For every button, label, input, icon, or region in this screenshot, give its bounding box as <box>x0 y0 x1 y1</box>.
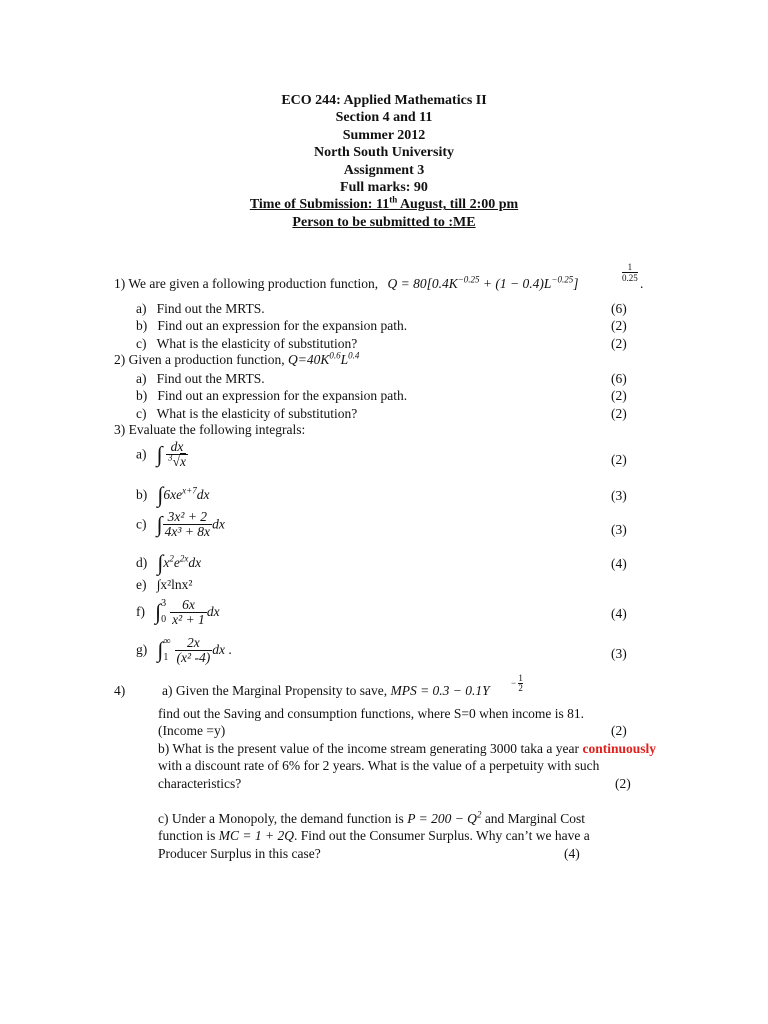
q1-part-a: a) Find out the MRTS. <box>136 301 265 316</box>
mps-formula: MPS = 0.3 − 0.1Y <box>390 683 490 698</box>
q3-item-f: f) ∫ 3 0 $\frac{6x}{\text{x² + 1}}$ dx <box>136 596 220 627</box>
q4b-body: b) What is the present value of the income stream generating 3000 taka a year continuously with a discount rate of 6% for 2 years. What is the value of a perpetuity with such characteristics? (2) <box>158 741 657 791</box>
assignment-line: Assignment 3 <box>343 162 425 178</box>
q3d-marks: (4) <box>611 556 627 571</box>
integral-sign: ∫ <box>156 511 163 537</box>
q3-item-b: b) $\int 6xe^{x+7}dx$ <box>136 482 210 507</box>
q1-marks: (6) (2) (2) <box>611 301 627 351</box>
course-title: ECO 244: Applied Mathematics II <box>281 93 487 108</box>
submission-time-line: Time of Submission: 11th August, till 2:00 pm <box>249 194 519 213</box>
q1-part-c: c) What is the elasticity of substitution? <box>136 335 358 351</box>
q3-item-d: d) $\int x^2e^{2x}dx$ <box>136 550 202 575</box>
q3a-fraction: $\frac{dx}{^3√x}$ <box>168 439 186 469</box>
q2-part-b: b) Find out an expression for the expansion path. <box>136 388 408 404</box>
q2-part-c: c) What is the elasticity of substitution? <box>136 405 358 421</box>
integral-sign: ∫ <box>157 482 164 507</box>
q4c-body: c) Under a Monopoly, the demand function is $P = 200 - Q^2$ and Marginal Cost function is MC = 1 + 2Q. Find out the Consumer Surplus. Why can’t we have a Producer Surplus in this case? (4) <box>158 809 590 861</box>
q3f-fraction: $\frac{6x}{\text{x² + 1}}$ <box>172 596 205 627</box>
q1-intro: 1) We are given a following production function, $Q = 80[0.4K^{-0.25} + (1 - 0.4)L^{-0.25}]$ <box>114 274 579 291</box>
q3c-fraction: $\frac{\text{3x² + 2}}{\text{4x³ + 8x}}$ <box>164 509 211 539</box>
q3-item-e: e) ∫x²lnx² <box>136 577 193 592</box>
q4-number: 4) <box>114 683 126 698</box>
q3b-marks: (3) <box>611 488 627 503</box>
section-line: Section 4 and 11 <box>335 110 433 126</box>
q3-item-c: c) ∫ $\frac{\text{3x² + 2}}{\text{4x³ + 8x}}$ dx <box>136 509 225 539</box>
q3-item-g: g) ∫ ∞ 1 $\frac{2x}{\text{(x² -4)}}$ dx . <box>136 634 232 665</box>
full-marks-line: Full marks: 90 <box>340 180 428 196</box>
integral-sign: ∫ <box>157 637 164 662</box>
integral-sign: ∫ <box>157 550 164 575</box>
q1-formula: $Q = 80[0.4K^{-0.25} + (1 - 0.4)L^{-0.25}]$ <box>387 274 579 291</box>
integral-sign: ∫ <box>155 599 162 624</box>
q1-parts <box>136 300 407 352</box>
q2-marks: (6) (2) (2) <box>611 371 627 421</box>
q3a-marks: (2) <box>611 452 627 467</box>
university-line: North South University <box>313 145 454 161</box>
integral-sign: ∫ <box>156 441 163 467</box>
submit-to-line: Person to be submitted to :ME <box>292 214 476 230</box>
q3f-marks: (4) <box>611 606 627 621</box>
q1-outer-exponent: 1 0.25 <box>622 262 638 283</box>
continuously-emphasis: continuously <box>582 741 657 756</box>
q4a-body: find out the Saving and consumption functions, where S=0 when income is 81. (Income =y) (2) <box>158 706 627 739</box>
q2-intro: 2) Given a production function, $Q=40K^{0.6}L^{0.4}$ <box>114 350 360 367</box>
q4a-intro: a) Given the Marginal Propensity to save, MPS = 0.3 − 0.1Y <box>162 683 490 698</box>
q3g-fraction: $\frac{2x}{\text{(x² -4)}}$ <box>176 634 211 665</box>
mps-exponent: − $\frac{1}{2}$ <box>511 673 523 693</box>
q2-part-a: a) Find out the MRTS. <box>136 371 265 386</box>
q3c-marks: (3) <box>611 522 627 537</box>
q3-intro: 3) Evaluate the following integrals: <box>114 422 306 437</box>
q1-period: . <box>640 276 644 291</box>
q3-item-a: a) ∫ $\frac{dx}{^3√x}$ <box>136 439 186 469</box>
q2-formula: $Q=40K^{0.6}L^{0.4}$ <box>287 350 360 367</box>
q3g-marks: (3) <box>611 646 627 661</box>
q2-parts <box>136 370 407 422</box>
q1-part-b: b) Find out an expression for the expansion path. <box>136 318 408 334</box>
document-header <box>0 92 768 231</box>
term-line: Summer 2012 <box>342 127 426 143</box>
